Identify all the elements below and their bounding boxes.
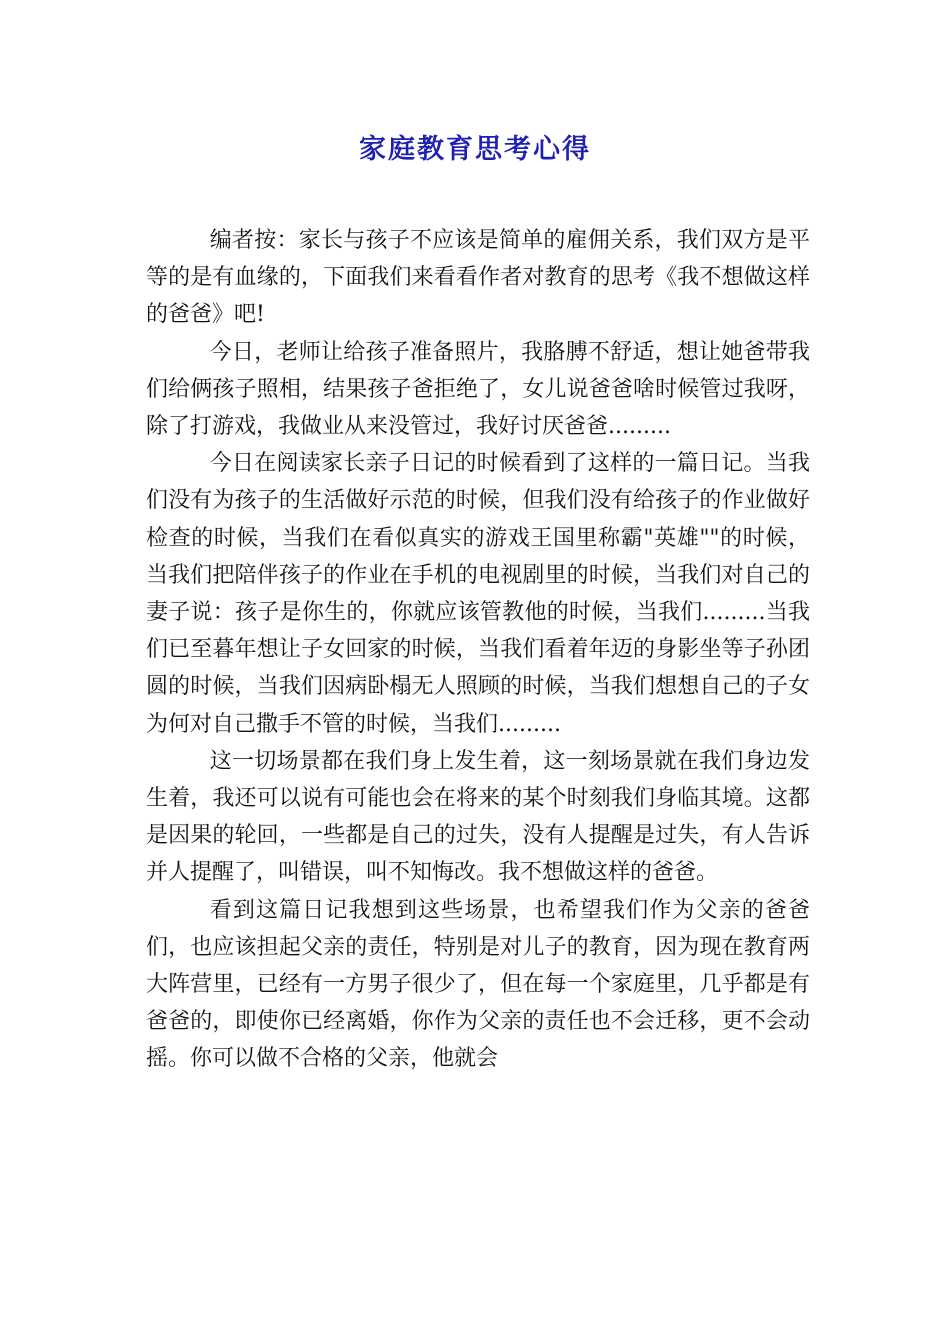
paragraph-scenes: 这一切场景都在我们身上发生着，这一刻场景就在我们身边发生着，我还可以说有可能也会在将来的某个时刻我们身临其境。这都是因果的轮回，一些都是自己的过失，没有人提醒是过失，有人告诉并人提醒了，叫错误，叫不知悔改。我不想做这样的爸爸。 (146, 748, 810, 886)
paragraph-diary-reflection: 今日在阅读家长亲子日记的时候看到了这样的一篇日记。当我们没有为孩子的生活做好示范的时候，但我们没有给孩子的作业做好检查的时候，当我们在看似真实的游戏王国里称霸"英雄""的时候，当我们把陪伴孩子的作业在手机的电视剧里的时候，当我们对自己的妻子说：孩子是你生的，你就应该管教他的时候，当我们.........当我们已至暮年想让子女回家的时候，当我们看着年迈的身影坐等子孙团圆的时候，当我们因病卧榻无人照顾的时候，当我们想想自己的子女为何对自己撒手不管的时候，当我们......... (146, 451, 810, 737)
document-title: 家庭教育思考心得 (359, 134, 591, 165)
paragraph-photo-story: 今日，老师让给孩子准备照片，我胳膊不舒适，想让她爸带我们给俩孩子照相，结果孩子爸拒绝了，女儿说爸爸啥时候管过我呀，除了打游戏，我做业从来没管过，我好讨厌爸爸......... (146, 339, 810, 440)
paragraph-editor-note: 编者按：家长与孩子不应该是简单的雇佣关系，我们双方是平等的是有血缘的，下面我们来看看作者对教育的思考《我不想做这样的爸爸》吧! (146, 228, 810, 328)
paragraph-father-responsibility: 看到这篇日记我想到这些场景，也希望我们作为父亲的爸爸们，也应该担起父亲的责任，特别是对儿子的教育，因为现在教育两大阵营里，已经有一方男子很少了，但在每一个家庭里，几乎都是有爸爸的，即使你已经离婚，你作为父亲的责任也不会迁移，更不会动摇。你可以做不合格的父亲，他就会 (146, 897, 810, 1072)
document-body (146, 222, 810, 1078)
